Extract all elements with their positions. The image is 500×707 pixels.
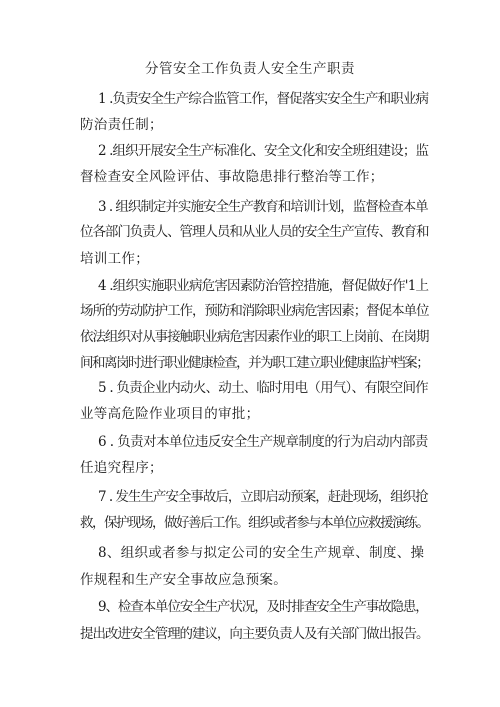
text-line: 业等高危险作业项目的审批； — [80, 406, 260, 422]
text-line: 防治责任制； — [80, 117, 163, 133]
text-line: 提出改进安全管理的建议，向主要负责人及有关部门做出报告。 — [80, 626, 429, 642]
text-line: 培训工作； — [80, 251, 149, 267]
text-line: 6 . 负责对本单位违反安全生产规章制度的行为启动内部责 — [98, 434, 428, 450]
text-line: 救，保护现场，做好善后工作。组织或者参与本单位应救援演练。 — [80, 515, 429, 531]
text-line: 5 . 负责企业内动火、动土、临时用电（用气）、有限空间作 — [98, 380, 428, 396]
text-line: 7 . 发生生产安全事故后，立即启动预案，赶赴现场，组织抢 — [98, 489, 428, 505]
text-line: 9、检查本单位安全生产状况，及时排查安全生产事故隐患， — [98, 599, 428, 615]
text-line: 任追究程序； — [80, 460, 163, 476]
text-line: 4 .组织实施职业病危害因素防治管控措施，督促做好作'1上 — [98, 278, 429, 294]
text-line: 2 .组织开展安全生产标准化、安全文化和安全班组建设；监 — [98, 143, 429, 159]
text-line: 8、组织或者参与拟定公司的安全生产规章、制度、操 — [98, 545, 425, 561]
text-line: 间和离岗时进行职业健康检查，并为职工建立职业健康监护档案； — [80, 355, 429, 371]
text-line: 作规程和生产安全事故应急预案。 — [80, 572, 287, 588]
document-title: 分管安全工作负责人安全生产职责 — [145, 61, 355, 77]
text-line: 3 . 组织制定并实施安全生产教育和培训计划，监督检查本单 — [98, 199, 428, 215]
text-line: 1 .负责安全生产综合监管工作，督促落实安全生产和职业病 — [98, 91, 429, 107]
text-line: 依法组织对从事接触职业病危害因素作业的职工上岗前、在岗期 — [80, 329, 429, 345]
text-line: 位各部门负责人、管理人员和从业人员的安全生产宣传、教育和 — [80, 224, 429, 240]
text-line: 场所的劳动防护工作，预防和消除职业病危害因素；督促本单位 — [80, 303, 429, 319]
text-line: 督检查安全风险评估、事故隐患排行整治等工作； — [80, 169, 384, 185]
